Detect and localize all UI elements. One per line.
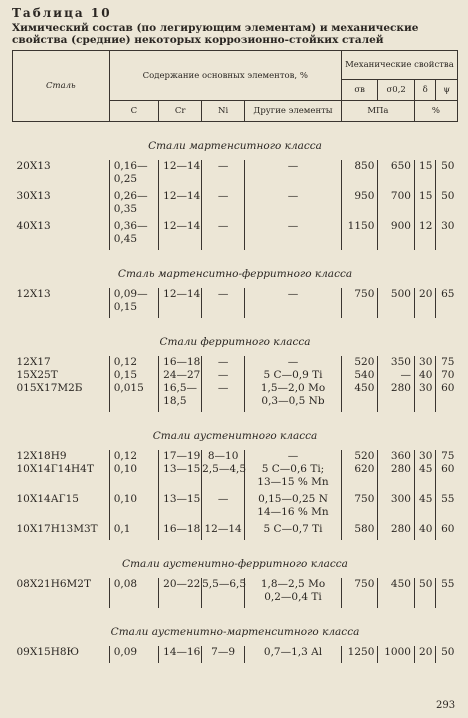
sigma-b-cell: 580 [341, 523, 378, 540]
sigma-b-cell: 1150 [341, 220, 378, 250]
chromium-cell: 13—15 [159, 493, 202, 523]
sigma-02-cell: 1000 [378, 646, 415, 663]
nickel-cell: 7—9 [202, 646, 245, 663]
page-number: 293 [436, 700, 456, 711]
steel-cell: 08Х21Н6М2Т [16, 578, 91, 590]
table-row [13, 646, 458, 663]
other-elements-cell: — [245, 160, 342, 190]
table-number: Таблица 10 [12, 6, 112, 20]
steel-cell: 09Х15Н8Ю [16, 646, 80, 658]
steel-cell: 12Х17 15Х25Т 015Х17М2Б [16, 356, 83, 394]
psi-cell: 60 [436, 523, 458, 540]
nickel-cell: — [202, 160, 245, 190]
header-sigma-b: σв [341, 80, 378, 101]
header-ni: Ni [202, 101, 245, 122]
header-percent: % [414, 101, 457, 122]
chromium-cell: 12—14 [159, 288, 202, 318]
sigma-b-cell: 750 [341, 578, 378, 608]
carbon-cell: 0,36— 0,45 [109, 220, 158, 250]
delta-cell: 30 45 [414, 450, 435, 493]
nickel-cell: — [202, 220, 245, 250]
sigma-02-cell: 900 [378, 220, 415, 250]
nickel-cell: — [202, 190, 245, 220]
chromium-cell: 12—14 [159, 220, 202, 250]
other-elements-cell: — [245, 288, 342, 318]
nickel-cell: — [202, 493, 245, 523]
psi-cell: 30 [436, 220, 458, 250]
header-cr: Cr [159, 101, 202, 122]
other-elements-cell: — 5 C—0,6 Ti; 13—15 % Mn [245, 450, 342, 493]
other-elements-cell: — [245, 190, 342, 220]
delta-cell: 20 [414, 646, 435, 663]
steel-cell: 40Х13 [16, 220, 51, 232]
carbon-cell: 0,09 [109, 646, 158, 663]
steel-cell: 10Х14АГ15 [16, 493, 79, 505]
delta-cell: 15 [414, 190, 435, 220]
steel-cell: 12Х13 [16, 288, 51, 300]
table-row [13, 578, 458, 608]
other-elements-cell: — 5 C—0,9 Ti 1,5—2,0 Mo 0,3—0,5 Nb [245, 356, 342, 412]
chromium-cell: 12—14 [159, 160, 202, 190]
section-title: Сталь мартенситно-ферритного класса [117, 268, 353, 280]
delta-cell: 20 [414, 288, 435, 318]
table-row [13, 523, 458, 540]
steel-cell: 10Х17Н13М3Т [16, 523, 98, 535]
other-elements-cell: 5 C—0,7 Ti [245, 523, 342, 540]
section-title: Стали мартенситного класса [148, 140, 322, 152]
table-row [13, 220, 458, 250]
sigma-02-cell: 700 [378, 190, 415, 220]
steel-cell: 20Х13 [16, 160, 51, 172]
carbon-cell: 0,1 [109, 523, 158, 540]
sigma-02-cell: 500 [378, 288, 415, 318]
header-composition: Содержание основных элементов, % [109, 51, 341, 101]
sigma-02-cell: 360 280 [378, 450, 415, 493]
section-title: Стали ферритного класса [159, 336, 311, 348]
delta-cell: 30 40 30 [414, 356, 435, 412]
sigma-b-cell: 750 [341, 288, 378, 318]
table-header [13, 51, 458, 122]
delta-cell: 12 [414, 220, 435, 250]
nickel-cell: — — — [202, 356, 245, 412]
section-title: Стали аустенитного класса [152, 430, 318, 442]
header-mpa: МПа [341, 101, 414, 122]
table-body [13, 122, 458, 664]
header-mechanical: Механические свойства [341, 51, 457, 80]
section-title: Стали аустенитно-ферритного класса [122, 558, 348, 570]
chromium-cell: 16—18 24—27 16,5— 18,5 [159, 356, 202, 412]
other-elements-cell: — [245, 220, 342, 250]
section-title: Стали аустенитно-мартенситного класса [110, 626, 360, 638]
sigma-b-cell: 1250 [341, 646, 378, 663]
chromium-cell: 17—19 13—15 [159, 450, 202, 493]
carbon-cell: 0,09— 0,15 [109, 288, 158, 318]
nickel-cell: 8—10 2,5—4,5 [202, 450, 245, 493]
sigma-02-cell: 280 [378, 523, 415, 540]
chromium-cell: 12—14 [159, 190, 202, 220]
delta-cell: 40 [414, 523, 435, 540]
sigma-b-cell: 850 [341, 160, 378, 190]
other-elements-cell: 1,8—2,5 Mo 0,2—0,4 Ti [245, 578, 342, 608]
psi-cell: 65 [436, 288, 458, 318]
header-c: C [109, 101, 158, 122]
table-row [13, 190, 458, 220]
psi-cell: 50 [436, 190, 458, 220]
sigma-b-cell: 750 [341, 493, 378, 523]
carbon-cell: 0,08 [109, 578, 158, 608]
table-row [13, 160, 458, 190]
delta-cell: 50 [414, 578, 435, 608]
table-row [13, 493, 458, 523]
carbon-cell: 0,26— 0,35 [109, 190, 158, 220]
nickel-cell: 12—14 [202, 523, 245, 540]
header-other: Другие элементы [245, 101, 342, 122]
other-elements-cell: 0,15—0,25 N 14—16 % Mn [245, 493, 342, 523]
chromium-cell: 14—16 [159, 646, 202, 663]
psi-cell: 75 70 60 [436, 356, 458, 412]
sigma-02-cell: 350 — 280 [378, 356, 415, 412]
steel-cell: 12Х18Н9 10Х14Г14Н4Т [16, 450, 94, 475]
carbon-cell: 0,10 [109, 493, 158, 523]
nickel-cell: — [202, 288, 245, 318]
delta-cell: 45 [414, 493, 435, 523]
sigma-02-cell: 300 [378, 493, 415, 523]
sigma-02-cell: 450 [378, 578, 415, 608]
carbon-cell: 0,12 0,10 [109, 450, 158, 493]
table-row [13, 356, 458, 412]
psi-cell: 55 [436, 578, 458, 608]
psi-cell: 55 [436, 493, 458, 523]
table-row [13, 288, 458, 318]
nickel-cell: 5,5—6,5 [202, 578, 245, 608]
table-caption: Химический состав (по легирующим элементам) и механические свойства (средние) некоторых коррозионно-стойких сталей [12, 22, 419, 46]
header-psi: ψ [436, 80, 458, 101]
carbon-cell: 0,16— 0,25 [109, 160, 158, 190]
carbon-cell: 0,12 0,15 0,015 [109, 356, 158, 412]
header-sigma-02: σ0,2 [378, 80, 415, 101]
sigma-b-cell: 520 620 [341, 450, 378, 493]
other-elements-cell: 0,7—1,3 Al [245, 646, 342, 663]
steel-cell: 30Х13 [16, 190, 51, 202]
table-row [13, 450, 458, 493]
delta-cell: 15 [414, 160, 435, 190]
sigma-b-cell: 950 [341, 190, 378, 220]
chromium-cell: 20—22 [159, 578, 202, 608]
psi-cell: 75 60 [436, 450, 458, 493]
psi-cell: 50 [436, 646, 458, 663]
sigma-02-cell: 650 [378, 160, 415, 190]
chromium-cell: 16—18 [159, 523, 202, 540]
header-steel: Сталь [13, 51, 110, 122]
steel-table [12, 50, 458, 663]
psi-cell: 50 [436, 160, 458, 190]
header-delta: δ [414, 80, 435, 101]
sigma-b-cell: 520 540 450 [341, 356, 378, 412]
